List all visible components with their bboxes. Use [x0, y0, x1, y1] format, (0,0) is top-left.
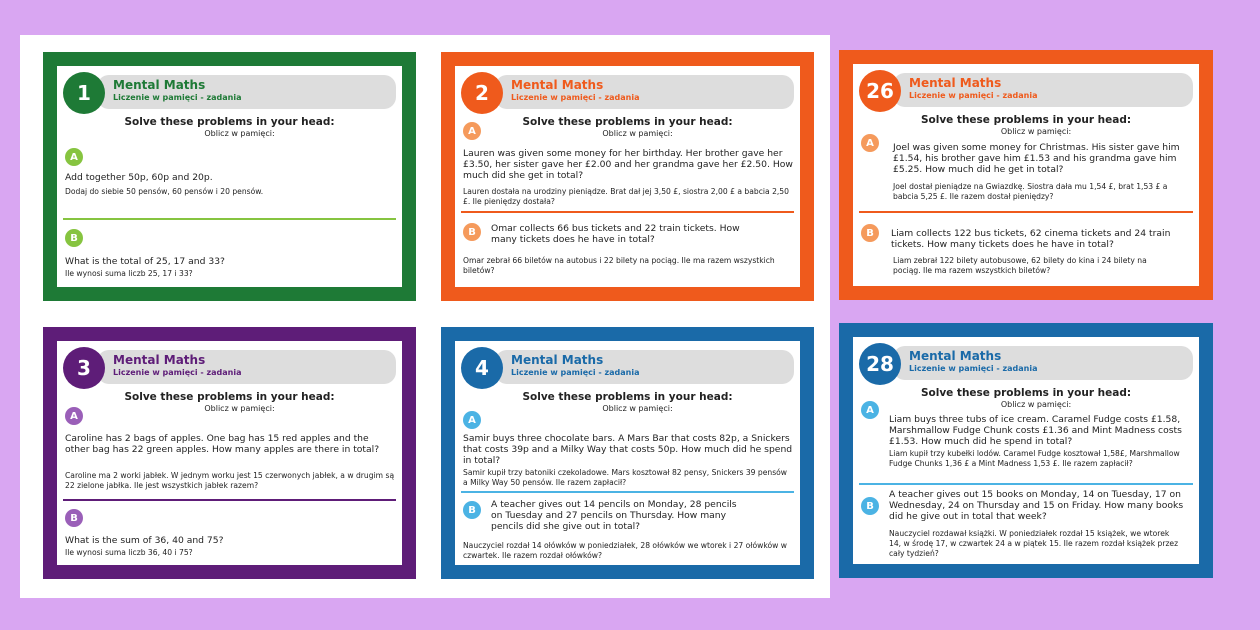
card-header [461, 347, 794, 387]
question-b-en: A teacher gives out 15 books on Monday, 14 on Tuesday, 17 on Wednesday, 24 on Thursday and 15 on Friday. How many books did he give out in total that week? [889, 489, 1184, 522]
instruction-en: Solve these problems in your head: [522, 391, 733, 403]
question-b-pl: Ile wynosi suma liczb 36, 40 i 75? [65, 548, 193, 557]
card-number: 3 [63, 347, 105, 389]
instruction-pl: Oblicz w pamięci: [204, 129, 275, 138]
question-a-en: Joel was given some money for Christmas. His sister gave him £1.54, his brother gave him £1.53 and his grandma gave him £5.25. How much did he get in total? [893, 142, 1180, 175]
card-1 [43, 52, 416, 301]
badge-a: A [65, 148, 83, 166]
divider [63, 218, 396, 220]
instruction-pl: Oblicz w pamięci: [602, 129, 673, 138]
card-body [57, 341, 402, 565]
card-26 [839, 50, 1213, 300]
card-subtitle: Liczenie w pamięci - zadania [909, 91, 1038, 100]
card-number: 26 [859, 70, 901, 112]
card-title: Mental Maths [909, 349, 1002, 363]
question-b-pl: Ile wynosi suma liczb 25, 17 i 33? [65, 269, 193, 278]
instruction-pl: Oblicz w pamięci: [1000, 400, 1072, 409]
card-body [455, 66, 800, 287]
card-number: 1 [63, 72, 105, 114]
divider [63, 499, 396, 501]
card-header [461, 72, 794, 112]
divider [859, 483, 1193, 485]
question-a-pl: Caroline ma 2 worki jabłek. W jednym worku jest 15 czerwonych jabłek, a w drugim są 22 zielone jabłka. Ile jest wszystkich jabłek razem? [65, 471, 395, 490]
question-a-pl: Dodaj do siebie 50 pensów, 60 pensów i 20 pensów. [65, 187, 264, 196]
instruction-pl: Oblicz w pamięci: [1000, 127, 1072, 136]
question-b-en: Omar collects 66 bus tickets and 22 train tickets. How many tickets does he have in total? [491, 223, 740, 245]
badge-a: A [861, 134, 879, 152]
card-3 [43, 327, 416, 579]
question-a-pl: Joel dostał pieniądze na Gwiazdkę. Siostra dała mu 1,54 £, brat 1,53 £ a babcia 5,25 £. Ile razem dostał pieniędzy? [893, 182, 1168, 201]
card-header [63, 347, 396, 387]
question-a-en: Samir buys three chocolate bars. A Mars Bar that costs 82p, a Snickers that costs 39p and a Milky Way that costs 50p. How much did he spend in total? [463, 433, 793, 466]
card-number: 28 [859, 343, 901, 385]
card-header [63, 72, 396, 112]
question-a-en: Liam buys three tubs of ice cream. Caramel Fudge costs £1.58, Marshmallow Fudge Chunk costs £1.36 and Mint Madness costs £1.53. How much did he spend in total? [889, 414, 1182, 447]
instruction-pl: Oblicz w pamięci: [204, 404, 275, 413]
question-b-en: Liam collects 122 bus tickets, 62 cinema tickets and 24 train tickets. How many tickets does he have in total? [891, 228, 1171, 250]
question-a-en: Lauren was given some money for her birthday. Her brother gave her £3.50, her sister gave her £2.00 and her grandma gave her £2.50. How much did she get in total? [463, 148, 793, 181]
card-4 [441, 327, 814, 579]
card-body [853, 337, 1199, 564]
question-b-pl: Omar zebrał 66 biletów na autobus i 22 bilety na pociąg. Ile ma razem wszystkich biletów? [463, 256, 775, 275]
question-a-pl: Samir kupił trzy batoniki czekoladowe. Mars kosztował 82 pensy, Snickers 39 pensów a Milky Way 50 pensów. Ile razem zapłacił? [463, 468, 788, 487]
card-number: 4 [461, 347, 503, 389]
divider [461, 491, 794, 493]
card-2 [441, 52, 814, 301]
card-title: Mental Maths [113, 78, 206, 92]
card-header [859, 70, 1193, 110]
question-b-pl: Liam zebrał 122 bilety autobusowe, 62 bilety do kina i 24 bilety na pociąg. Ile ma razem wszystkich biletów? [893, 256, 1147, 275]
badge-b: B [463, 223, 481, 241]
card-title: Mental Maths [511, 78, 604, 92]
card-body [57, 66, 402, 287]
card-28 [839, 323, 1213, 578]
card-subtitle: Liczenie w pamięci - zadania [113, 368, 242, 377]
badge-b: B [463, 501, 481, 519]
badge-b: B [861, 224, 879, 242]
card-title: Mental Maths [909, 76, 1002, 90]
badge-b: B [861, 497, 879, 515]
badge-a: A [65, 407, 83, 425]
divider [859, 211, 1193, 213]
question-b-en: What is the total of 25, 17 and 33? [65, 256, 225, 267]
card-body [455, 341, 800, 565]
question-b-pl: Nauczyciel rozdał 14 ołówków w poniedziałek, 28 ołówków we wtorek i 27 ołówków w czwartek. Ile razem rozdał ołówków? [463, 541, 787, 560]
card-number: 2 [461, 72, 503, 114]
question-b-pl: Nauczyciel rozdawał książki. W poniedziałek rozdał 15 książek, we wtorek 14, w środę 17, w czwartek 24 a w piątek 15. Ile razem rozdał książek przez cały tydzień? [889, 529, 1179, 558]
instruction-en: Solve these problems in your head: [522, 116, 733, 128]
card-body [853, 64, 1199, 286]
badge-a: A [463, 122, 481, 140]
question-a-en: Add together 50p, 60p and 20p. [65, 172, 213, 183]
question-b-en: What is the sum of 36, 40 and 75? [65, 535, 224, 546]
badge-b: B [65, 509, 83, 527]
card-header [859, 343, 1193, 383]
card-title: Mental Maths [511, 353, 604, 367]
question-b-en: A teacher gives out 14 pencils on Monday, 28 pencils on Tuesday and 27 pencils on Thursday. How many pencils did she give out in total? [491, 499, 737, 532]
instruction-en: Solve these problems in your head: [920, 387, 1132, 399]
card-subtitle: Liczenie w pamięci - zadania [511, 93, 640, 102]
card-subtitle: Liczenie w pamięci - zadania [113, 93, 242, 102]
badge-a: A [861, 401, 879, 419]
instruction-en: Solve these problems in your head: [920, 114, 1132, 126]
badge-a: A [463, 411, 481, 429]
card-subtitle: Liczenie w pamięci - zadania [511, 368, 640, 377]
card-title: Mental Maths [113, 353, 206, 367]
instruction-pl: Oblicz w pamięci: [602, 404, 673, 413]
question-a-pl: Lauren dostała na urodziny pieniądze. Brat dał jej 3,50 £, siostra 2,00 £ a babcia 2,50 £. Ile pieniędzy dostała? [463, 187, 789, 206]
question-a-en: Caroline has 2 bags of apples. One bag has 15 red apples and the other bag has 22 green apples. How many apples are there in total? [65, 433, 380, 455]
instruction-en: Solve these problems in your head: [124, 391, 335, 403]
instruction-en: Solve these problems in your head: [124, 116, 335, 128]
badge-b: B [65, 229, 83, 247]
card-subtitle: Liczenie w pamięci - zadania [909, 364, 1038, 373]
divider [461, 211, 794, 213]
question-a-pl: Liam kupił trzy kubełki lodów. Caramel Fudge kosztował 1,58£, Marshmallow Fudge Chunks 1,36 £ a Mint Madness 1,53 £. Ile razem zapłacił? [889, 449, 1180, 468]
